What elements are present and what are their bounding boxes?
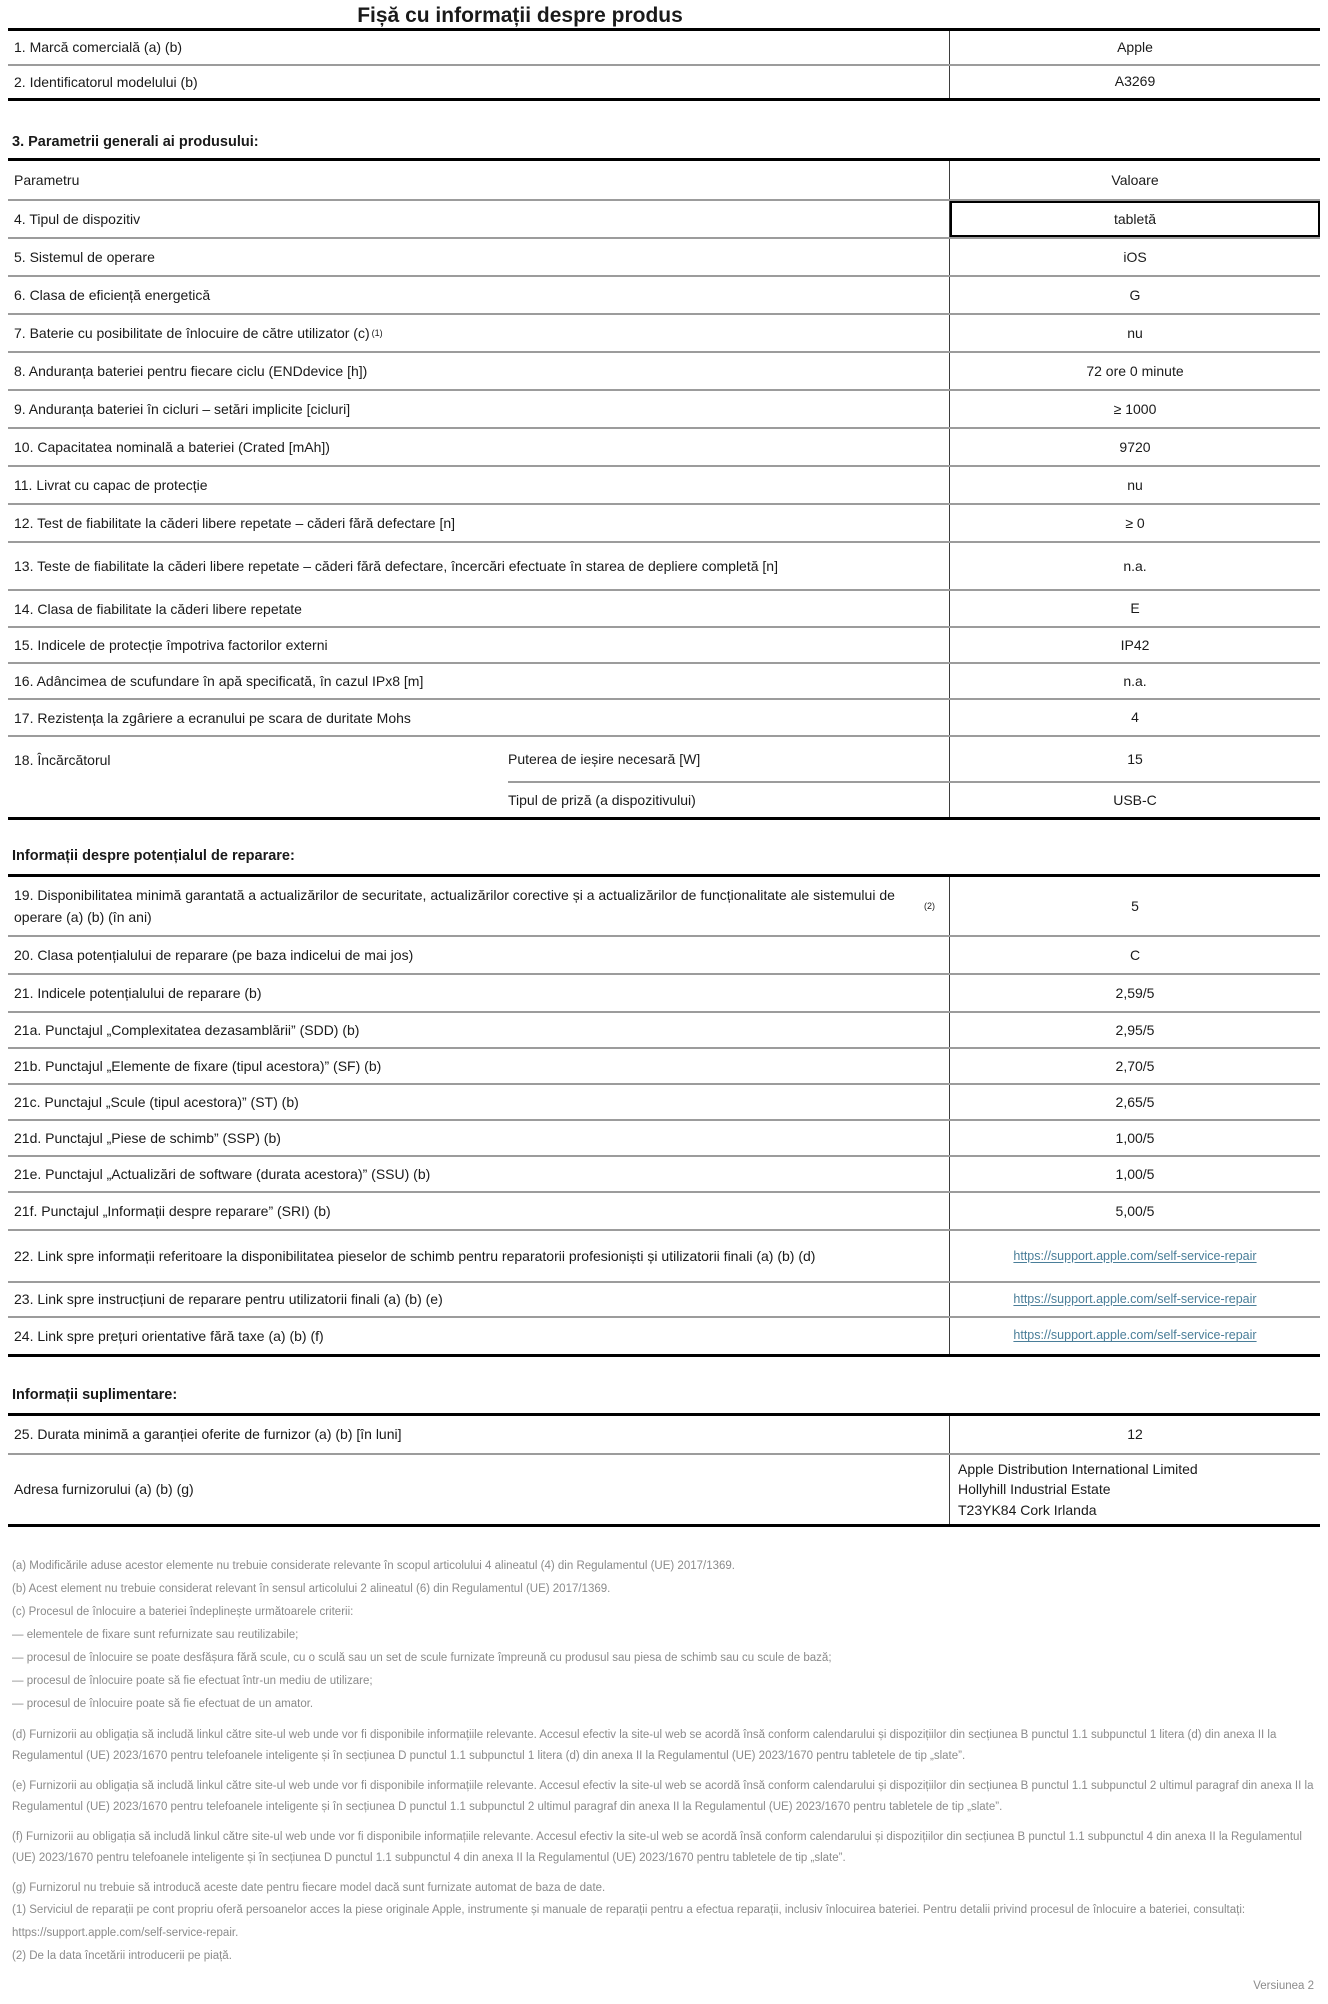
footnote: (1) Serviciul de reparații pe cont propriu oferă persoanelor acces la piese originale Apple, instrumente și manuale de reparații pentru a efectua reparații, inclusiv înlocuirea bateriei. Pentru detalii privind procesul de înlocuire a bateriei, consultați: https://support.apple.com/self-service-repair. <box>12 1903 1246 1939</box>
row-label: 21c. Punctajul „Scule (tipul acestora)” (ST) (b) <box>8 1085 950 1119</box>
row-label: 24. Link spre prețuri orientative fără taxe (a) (b) (f) <box>8 1318 950 1354</box>
row-value: n.a. <box>1123 672 1147 689</box>
footnote: (e) Furnizorii au obligația să includă linkul către site-ul web unde vor fi disponibile informațiile relevante. Accesul efectiv la site-ul web se acordă însă conform calendarului și dispozițiilor din secțiunea B punctul 1.1 subpunctul 2 ultimul paragraf din anexa II la Regulamentul (UE) 2023/1670 pentru telefoanele inteligente și în secțiunea D punctul 1.1 subpunctul 2 ultimul paragraf din anexa II la Regulamentul (UE) 2023/1670 pentru tabletele de tip „slate”. <box>12 1779 1314 1813</box>
table-row <box>8 1316 1320 1354</box>
row-value: n.a. <box>1123 557 1147 574</box>
table-row <box>8 1191 1320 1229</box>
footnotes <box>12 1555 1320 1968</box>
table-row <box>8 237 1320 275</box>
row-value: 2,95/5 <box>1115 1021 1155 1038</box>
row-label: 16. Adâncimea de scufundare în apă specificată, în cazul IPx8 [m] <box>8 664 950 698</box>
self-service-repair-link[interactable]: https://support.apple.com/self-service-repair <box>1013 1248 1257 1263</box>
row-value: 4 <box>1131 709 1139 726</box>
warranty-value: 12 <box>1127 1425 1143 1442</box>
table-row <box>8 1011 1320 1047</box>
section-heading-general: 3. Parametrii generali ai produsului: <box>12 134 259 151</box>
row-label: 9. Anduranța bateriei în cicluri – setări implicite [cicluri] <box>8 391 950 427</box>
row-value: 1,00/5 <box>1115 1129 1155 1146</box>
table-row <box>8 973 1320 1011</box>
row-label: 21d. Punctajul „Piese de schimb” (SSP) (b) <box>8 1121 950 1155</box>
section-heading-additional: Informații suplimentare: <box>12 1387 178 1404</box>
row-label: Tipul de priză (a dispozitivului) <box>508 783 950 817</box>
row-label <box>8 877 950 935</box>
row-label: 10. Capacitatea nominală a bateriei (Crated [mAh]) <box>8 429 950 465</box>
charger-label: 18. Încărcătorul <box>14 752 111 769</box>
row-value: ≥ 1000 <box>1113 400 1157 417</box>
table-row <box>8 503 1320 541</box>
row-label: Puterea de ieșire necesară [W] <box>508 737 950 781</box>
row-label: 21a. Punctajul „Complexitatea dezasamblării” (SDD) (b) <box>8 1013 950 1047</box>
footnote: (f) Furnizorii au obligația să includă linkul către site-ul web unde vor fi disponibile informațiile relevante. Accesul efectiv la site-ul web se acordă însă conform calendarului și dispozițiilor din secțiunea B punctul 1.1 subpunctul 4 din anexa II la Regulamentul (UE) 2023/1670 pentru telefoanele inteligente și în secțiunea D punctul 1.1 subpunctul 4 din anexa II la Regulamentul (UE) 2023/1670 pentru tabletele de tip „slate”. <box>12 1830 1302 1864</box>
section-heading-repair: Informații despre potențialul de reparare: <box>12 848 295 865</box>
row-value: nu <box>1127 476 1143 493</box>
table-row <box>8 313 1320 351</box>
footnote: (2) De la data încetării introducerii pe piață. <box>12 1949 232 1962</box>
table-row <box>8 698 1320 735</box>
table-row <box>8 427 1320 465</box>
supplier-address-value <box>950 1455 1320 1524</box>
table-row <box>8 31 1320 64</box>
table-row <box>8 1083 1320 1119</box>
footnote: (d) Furnizorii au obligația să includă linkul către site-ul web unde vor fi disponibile informațiile relevante. Accesul efectiv la site-ul web se acordă însă conform calendarului și dispozițiilor din secțiunea B punctul 1.1 subpunctul 1 litera (d) din anexa II la Regulamentul (UE) 2023/1670 pentru telefoanele inteligente și în secțiunea D punctul 1.1 subpunctul 1 litera (d) din anexa II la Regulamentul (UE) 2023/1670 pentru tabletele de tip „slate”. <box>12 1728 1277 1762</box>
row-value: C <box>1129 946 1141 963</box>
table-row <box>8 662 1320 698</box>
row-label: 20. Clasa potențialului de reparare (pe baza indicelui de mai jos) <box>8 937 950 973</box>
row-label: 21f. Punctajul „Informații despre reparare” (SRI) (b) <box>8 1193 950 1229</box>
row-label: 21. Indicele potențialului de reparare (b) <box>8 975 950 1011</box>
version-label: Versiunea 2 <box>1253 1980 1314 1992</box>
table-row <box>8 877 1320 935</box>
row-value: 5 <box>1131 897 1139 914</box>
row-label: 13. Teste de fiabilitate la căderi libere repetate – căderi fără defectare, încercări efectuate în starea de depliere completă [n] <box>8 543 950 589</box>
row-value: 9720 <box>1119 438 1151 455</box>
footnote: — procesul de înlocuire poate să fie efectuat de un amator. <box>12 1697 314 1710</box>
row-label: 4. Tipul de dispozitiv <box>8 201 950 237</box>
table-row <box>8 626 1320 662</box>
row-value: iOS <box>1123 248 1147 265</box>
brand-table <box>8 28 1320 101</box>
row-label: 11. Livrat cu capac de protecție <box>8 467 950 503</box>
table-row <box>8 1281 1320 1316</box>
table-row <box>8 1453 1320 1524</box>
supplier-address-label: Adresa furnizorului (a) (b) (g) <box>8 1455 950 1524</box>
charger-row <box>8 735 1320 817</box>
footnote: — procesul de înlocuire poate să fie efectuat într-un mediu de utilizare; <box>12 1674 373 1687</box>
supplier-address-line: Apple Distribution International Limited <box>958 1461 1198 1478</box>
table-row <box>508 781 1320 817</box>
row-value: 2,59/5 <box>1115 984 1155 1001</box>
footnote: (b) Acest element nu trebuie considerat relevant în sensul articolului 2 alineatul (6) din Regulamentul (UE) 2017/1369. <box>12 1582 611 1595</box>
charger-subtable <box>508 737 1320 817</box>
table-row <box>8 465 1320 503</box>
row-label-text: 19. Disponibilitatea minimă garantată a actualizărilor de securitate, actualizărilor corective și a actualizărilor de funcționalitate ale sistemului de operare (a) (b) (în ani) <box>14 886 895 926</box>
row-value: 2,70/5 <box>1115 1057 1155 1074</box>
row-value: E <box>1130 600 1140 617</box>
row-value: 5,00/5 <box>1115 1202 1155 1219</box>
table-row <box>508 737 1320 781</box>
repair-table <box>8 874 1320 1357</box>
self-service-repair-link[interactable]: https://support.apple.com/self-service-repair <box>1013 1291 1257 1306</box>
self-service-repair-link[interactable]: https://support.apple.com/self-service-repair <box>1013 1328 1257 1343</box>
row-value: nu <box>1127 324 1143 341</box>
row-value: USB-C <box>1113 791 1157 808</box>
warranty-label: 25. Durata minimă a garanției oferite de furnizor (a) (b) [în luni] <box>8 1416 950 1453</box>
table-row <box>8 351 1320 389</box>
footnote-marker: (2) <box>924 901 935 912</box>
brand-label: 1. Marcă comercială (a) (b) <box>8 31 950 64</box>
row-label: 23. Link spre instrucțiuni de reparare pentru utilizatorii finali (a) (b) (e) <box>8 1283 950 1316</box>
footnote: — elementele de fixare sunt refurnizate sau reutilizabile; <box>12 1628 299 1641</box>
row-label: 8. Anduranța bateriei pentru fiecare ciclu (ENDdevice [h]) <box>8 353 950 389</box>
table-row <box>8 1119 1320 1155</box>
row-label: 14. Clasa de fiabilitate la căderi libere repetate <box>8 591 950 626</box>
row-label <box>8 315 950 351</box>
supplier-address-line: T23YK84 Cork Irlanda <box>958 1501 1097 1518</box>
row-value: 1,00/5 <box>1115 1165 1155 1182</box>
supplier-address-line: Hollyhill Industrial Estate <box>958 1481 1111 1498</box>
row-value: G <box>1129 286 1141 303</box>
column-header-param: Parametru <box>8 161 950 199</box>
row-label: 21b. Punctajul „Elemente de fixare (tipul acestora)” (SF) (b) <box>8 1049 950 1083</box>
table-row <box>8 64 1320 99</box>
row-value: ≥ 0 <box>1125 514 1145 531</box>
footnote-marker: (1) <box>371 328 383 339</box>
row-value <box>950 1318 1320 1354</box>
row-value: 2,65/5 <box>1115 1093 1155 1110</box>
footnote: — procesul de înlocuire se poate desfășura fără scule, cu o sculă sau un set de scule furnizate împreună cu produsul sau piesa de schimb sau cu scule de bază; <box>12 1651 832 1664</box>
row-label: 5. Sistemul de operare <box>8 239 950 275</box>
footnote: (c) Procesul de înlocuire a bateriei îndeplinește următoarele criterii: <box>12 1605 354 1618</box>
row-label-text: 7. Baterie cu posibilitate de înlocuire de către utilizator (c) <box>14 325 370 341</box>
table-row <box>8 275 1320 313</box>
table-row <box>8 541 1320 589</box>
table-row <box>8 1229 1320 1281</box>
row-label: 12. Test de fiabilitate la căderi libere repetate – căderi fără defectare [n] <box>8 505 950 541</box>
table-row <box>8 1047 1320 1083</box>
row-value: 72 ore 0 minute <box>1086 362 1184 379</box>
row-value: 15 <box>1127 750 1143 767</box>
page-title: Fișă cu informații despre produs <box>357 4 683 27</box>
footnote: (a) Modificările aduse acestor elemente nu trebuie considerate relevante în scopul articolului 4 alineatul (4) din Regulamentul (UE) 2017/1369. <box>12 1559 735 1572</box>
general-table <box>8 158 1320 820</box>
row-value <box>950 1283 1320 1316</box>
row-label: 22. Link spre informații referitoare la disponibilitatea pieselor de schimb pentru reparatorii profesioniști și utilizatorii finali (a) (b) (d) <box>8 1231 950 1281</box>
model-label: 2. Identificatorul modelului (b) <box>8 66 950 99</box>
table-header-row <box>8 161 1320 199</box>
table-row <box>8 935 1320 973</box>
model-value: A3269 <box>1114 73 1156 90</box>
table-row <box>8 589 1320 626</box>
table-row <box>8 1155 1320 1191</box>
footnote: (g) Furnizorul nu trebuie să introducă aceste date pentru fiecare model dacă sunt furnizate automat de baza de date. <box>12 1881 606 1894</box>
column-header-value: Valoare <box>1111 171 1159 188</box>
row-value: IP42 <box>1120 636 1150 653</box>
brand-value: Apple <box>1117 38 1153 55</box>
table-row <box>8 389 1320 427</box>
row-label: 15. Indicele de protecție împotriva factorilor externi <box>8 628 950 662</box>
table-row <box>8 1416 1320 1453</box>
row-value: tabletă <box>950 201 1320 237</box>
row-label: 6. Clasa de eficiență energetică <box>8 277 950 313</box>
row-value <box>950 1231 1320 1281</box>
additional-table <box>8 1413 1320 1527</box>
table-row <box>8 199 1320 237</box>
row-label: 21e. Punctajul „Actualizări de software (durata acestora)” (SSU) (b) <box>8 1157 950 1191</box>
row-label: 17. Rezistența la zgâriere a ecranului pe scara de duritate Mohs <box>8 700 950 735</box>
